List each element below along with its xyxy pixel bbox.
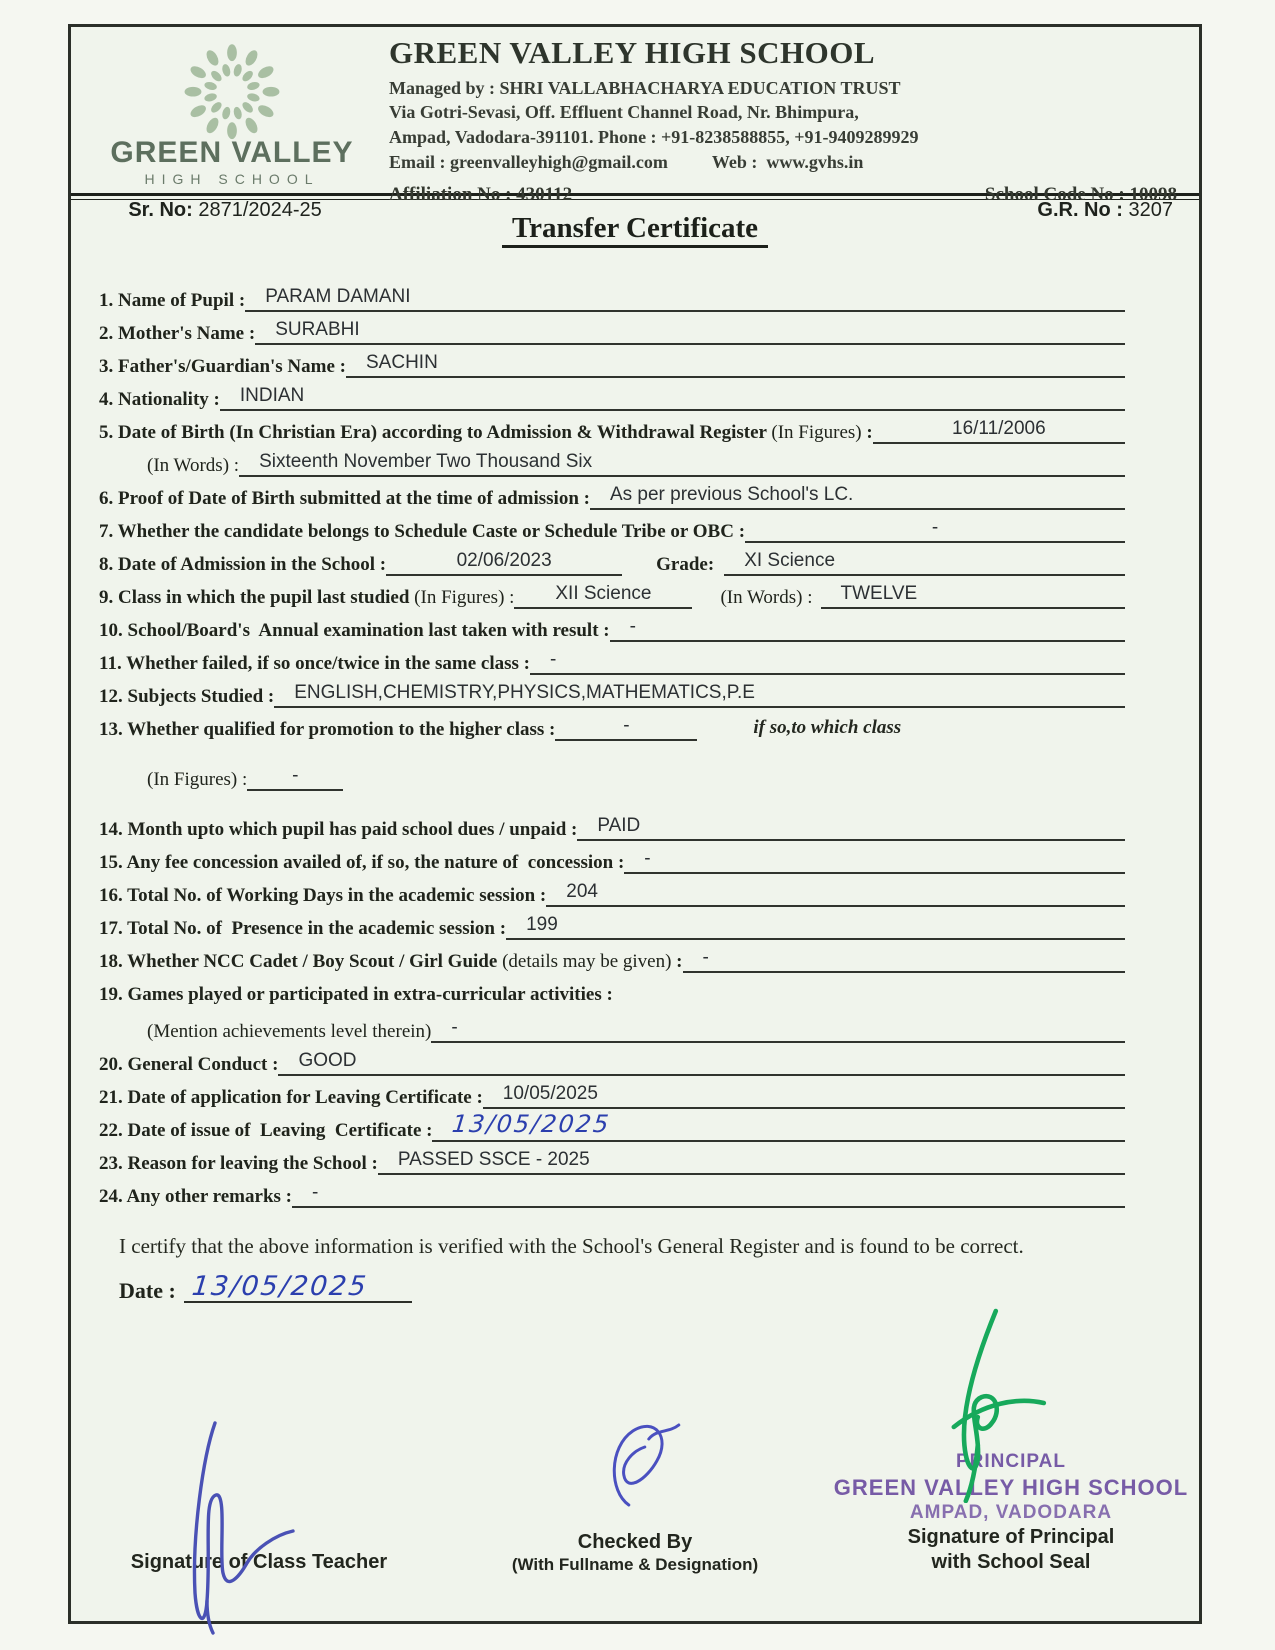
school-logo — [89, 37, 375, 187]
field-value-dob-figures: 16/11/2006 — [873, 418, 1125, 444]
field-value-promotion: - — [555, 715, 697, 741]
address-line-2: Ampad, Vadodara-391101. Phone : +91-8238588855, +91-9409289929 — [389, 127, 919, 148]
field-note-promotion: if so,to which class — [753, 717, 902, 738]
stamp-line-city: AMPAD, VADODARA — [909, 1502, 1113, 1524]
field-label-subjects: 12. Subjects Studied : — [99, 686, 275, 708]
field-label-games-achievements: (Mention achievements level therein) — [147, 1021, 432, 1043]
field-value-application-date: 10/05/2025 — [483, 1083, 1125, 1109]
field-value-issue-date-handwritten: 13/05/2025 — [451, 1110, 613, 1139]
field-label-last-class-words: (In Words) : — [720, 587, 813, 609]
field-value-failed: - — [530, 649, 1125, 675]
field-value-games-achievements: - — [431, 1017, 1125, 1043]
field-value-father-name: SACHIN — [346, 352, 1125, 378]
field-label-presence-days: 17. Total No. of Presence in the academic session : — [99, 918, 507, 940]
class-teacher-signature-label: Signature of Class Teacher — [130, 1551, 388, 1573]
sr-no-value: 2871/2024-25 — [198, 199, 322, 221]
field-label-last-class: 9. Class in which the pupil last studied — [99, 587, 415, 609]
field-label-fee-concession: 15. Any fee concession availed of, if so, the nature of concession : — [99, 852, 625, 874]
field-label-dob-figures: (In Figures) — [771, 422, 862, 444]
title-row — [71, 200, 1199, 245]
form-row-9 — [71, 576, 1199, 609]
principal-signature-icon — [916, 1307, 1056, 1503]
form-row-2 — [71, 312, 1199, 345]
field-label-dob-proof: 6. Proof of Date of Birth submitted at the time of admission : — [99, 488, 590, 510]
form-row-4 — [71, 378, 1199, 411]
field-value-remarks: - — [292, 1182, 1125, 1208]
form-row-15 — [71, 841, 1199, 874]
school-logo-icon — [173, 39, 291, 144]
field-label-ncc: 18. Whether NCC Cadet / Boy Scout / Girl Guide — [99, 951, 503, 973]
checked-by-signature-icon — [589, 1413, 699, 1513]
letterhead-text — [375, 35, 1185, 205]
managed-by-line: Managed by : SHRI VALLABHACHARYA EDUCATION TRUST — [389, 77, 901, 98]
class-teacher-signature-icon — [159, 1417, 309, 1635]
email-line: Email : greenvalleyhigh@gmail.com — [389, 152, 668, 173]
form-row-12 — [71, 675, 1199, 708]
letterhead — [71, 27, 1199, 205]
field-value-dob-words: Sixteenth November Two Thousand Six — [239, 451, 1125, 477]
field-label-working-days: 16. Total No. of Working Days in the academic session : — [99, 885, 547, 907]
stamp-line-school: GREEN VALLEY HIGH SCHOOL — [833, 1474, 1189, 1500]
form-row-17 — [71, 907, 1199, 940]
gr-no-value: 3207 — [1128, 199, 1173, 221]
field-label-last-exam: 10. School/Board's Annual examination last taken with result : — [99, 620, 610, 642]
principal-signature-sublabel: with School Seal — [931, 1551, 1091, 1573]
field-value-ncc: - — [683, 947, 1126, 973]
form-row-7 — [71, 510, 1199, 543]
field-value-dues: PAID — [577, 815, 1125, 841]
field-label-remarks: 24. Any other remarks : — [99, 1186, 292, 1208]
form-row-18 — [71, 940, 1199, 973]
field-value-grade: XI Science — [724, 550, 1125, 576]
field-label-mother-name: 2. Mother's Name : — [99, 323, 256, 345]
field-value-fee-concession: - — [624, 848, 1125, 874]
field-value-caste: - — [745, 517, 1125, 543]
field-label-last-class-figures: (In Figures) : — [414, 587, 515, 609]
principal-signature-block — [823, 1383, 1199, 1621]
sr-no-label: Sr. No: — [128, 199, 199, 221]
field-label-leaving-reason: 23. Reason for leaving the School : — [99, 1153, 378, 1175]
checked-by-sublabel: (With Fullname & Designation) — [511, 1555, 759, 1574]
gr-no-label: G.R. No : — [1037, 199, 1129, 221]
field-label-failed: 11. Whether failed, if so once/twice in the same class : — [99, 653, 530, 675]
field-label-dues: 14. Month upto which pupil has paid school dues / unpaid : — [99, 819, 578, 841]
field-value-working-days: 204 — [546, 881, 1125, 907]
form-row-6 — [71, 477, 1199, 510]
signature-area — [71, 1383, 1199, 1621]
field-label-pupil-name: 1. Name of Pupil : — [99, 290, 246, 312]
field-label-promotion: 13. Whether qualified for promotion to the higher class : — [99, 719, 556, 741]
certificate-sheet — [68, 24, 1202, 1624]
form-row-22 — [71, 1109, 1199, 1142]
field-label-admission-date: 8. Date of Admission in the School : — [99, 554, 387, 576]
checked-by-label: Checked By — [577, 1531, 693, 1553]
date-label: Date : — [119, 1277, 176, 1303]
field-value-promotion-figures: - — [247, 765, 343, 791]
field-label-games: 19. Games played or participated in extra-curricular activities : — [99, 984, 613, 1006]
logo-wordmark: GREEN VALLEY — [110, 136, 354, 170]
certification-statement: I certify that the above information is verified with the School's General Register and is found to be correct. — [119, 1234, 1024, 1258]
form-row-8 — [71, 543, 1199, 576]
form-row-5b — [71, 444, 1199, 477]
form-row-21 — [71, 1076, 1199, 1109]
field-label-issue-date: 22. Date of issue of Leaving Certificate : — [99, 1120, 433, 1142]
field-value-admission-date: 02/06/2023 — [386, 550, 622, 576]
form-row-16 — [71, 874, 1199, 907]
field-label-grade: Grade: — [656, 554, 715, 576]
field-value-nationality: INDIAN — [220, 385, 1125, 411]
school-name: GREEN VALLEY HIGH SCHOOL — [389, 35, 876, 70]
form-row-13 — [71, 708, 1199, 741]
field-label-conduct: 20. General Conduct : — [99, 1054, 279, 1076]
form-row-23 — [71, 1142, 1199, 1175]
form-row-24 — [71, 1175, 1199, 1208]
certificate-title: Transfer Certificate — [71, 212, 1199, 245]
field-value-last-class-figures: XII Science — [514, 583, 692, 609]
checked-by-block — [447, 1383, 823, 1621]
field-label-nationality: 4. Nationality : — [99, 389, 220, 411]
field-value-mother-name: SURABHI — [255, 319, 1125, 345]
address-line-1: Via Gotri-Sevasi, Off. Effluent Channel Road, Nr. Bhimpura, — [389, 102, 859, 123]
field-label-dob: 5. Date of Birth (In Christian Era) according to Admission & Withdrawal Register — [99, 422, 772, 444]
field-label-promotion-figures: (In Figures) : — [147, 769, 248, 791]
field-label-ncc-details: (details may be given) — [502, 951, 672, 973]
field-value-presence-days: 199 — [506, 914, 1125, 940]
field-label-application-date: 21. Date of application for Leaving Certificate : — [99, 1087, 483, 1109]
date-underline — [184, 1271, 412, 1303]
form-row-11 — [71, 642, 1199, 675]
form-row-1 — [71, 279, 1199, 312]
principal-signature-label: Signature of Principal — [907, 1526, 1115, 1548]
field-value-last-exam: - — [610, 616, 1125, 642]
form-row-13b — [71, 758, 1199, 791]
logo-wordmark-sub: HIGH SCHOOL — [144, 171, 320, 187]
form-row-19 — [71, 973, 1199, 1006]
field-value-subjects: ENGLISH,CHEMISTRY,PHYSICS,MATHEMATICS,P.E — [274, 682, 1125, 708]
form-row-19b — [71, 1010, 1199, 1043]
web-line: Web : www.gvhs.in — [711, 152, 864, 173]
affiliation-no: Affiliation No : 430112 — [389, 183, 573, 205]
field-label-caste: 7. Whether the candidate belongs to Schedule Caste or Schedule Tribe or OBC : — [99, 521, 746, 543]
date-value-handwritten: 13/05/2025 — [190, 1271, 370, 1302]
field-value-leaving-reason: PASSED SSCE - 2025 — [378, 1149, 1125, 1175]
form-row-10 — [71, 609, 1199, 642]
field-value-last-class-words: TWELVE — [821, 583, 1126, 609]
field-value-dob-proof: As per previous School's LC. — [590, 484, 1125, 510]
school-code-no: School Code No : 10098 — [984, 183, 1177, 205]
stamp-line-principal: PRINCIPAL — [956, 1451, 1066, 1472]
form-row-3 — [71, 345, 1199, 378]
issue-date-row — [71, 1271, 1199, 1303]
certificate-form — [71, 279, 1199, 1208]
field-value-pupil-name: PARAM DAMANI — [245, 286, 1125, 312]
form-row-20 — [71, 1043, 1199, 1076]
field-label-dob-colon: : — [861, 422, 873, 444]
class-teacher-signature-block — [71, 1383, 447, 1621]
field-value-conduct: GOOD — [278, 1050, 1125, 1076]
form-row-14 — [71, 808, 1199, 841]
form-row-5 — [71, 411, 1199, 444]
field-label-ncc-colon: : — [671, 951, 683, 973]
field-label-dob-words: (In Words) : — [147, 455, 240, 477]
field-label-father-name: 3. Father's/Guardian's Name : — [99, 356, 346, 378]
